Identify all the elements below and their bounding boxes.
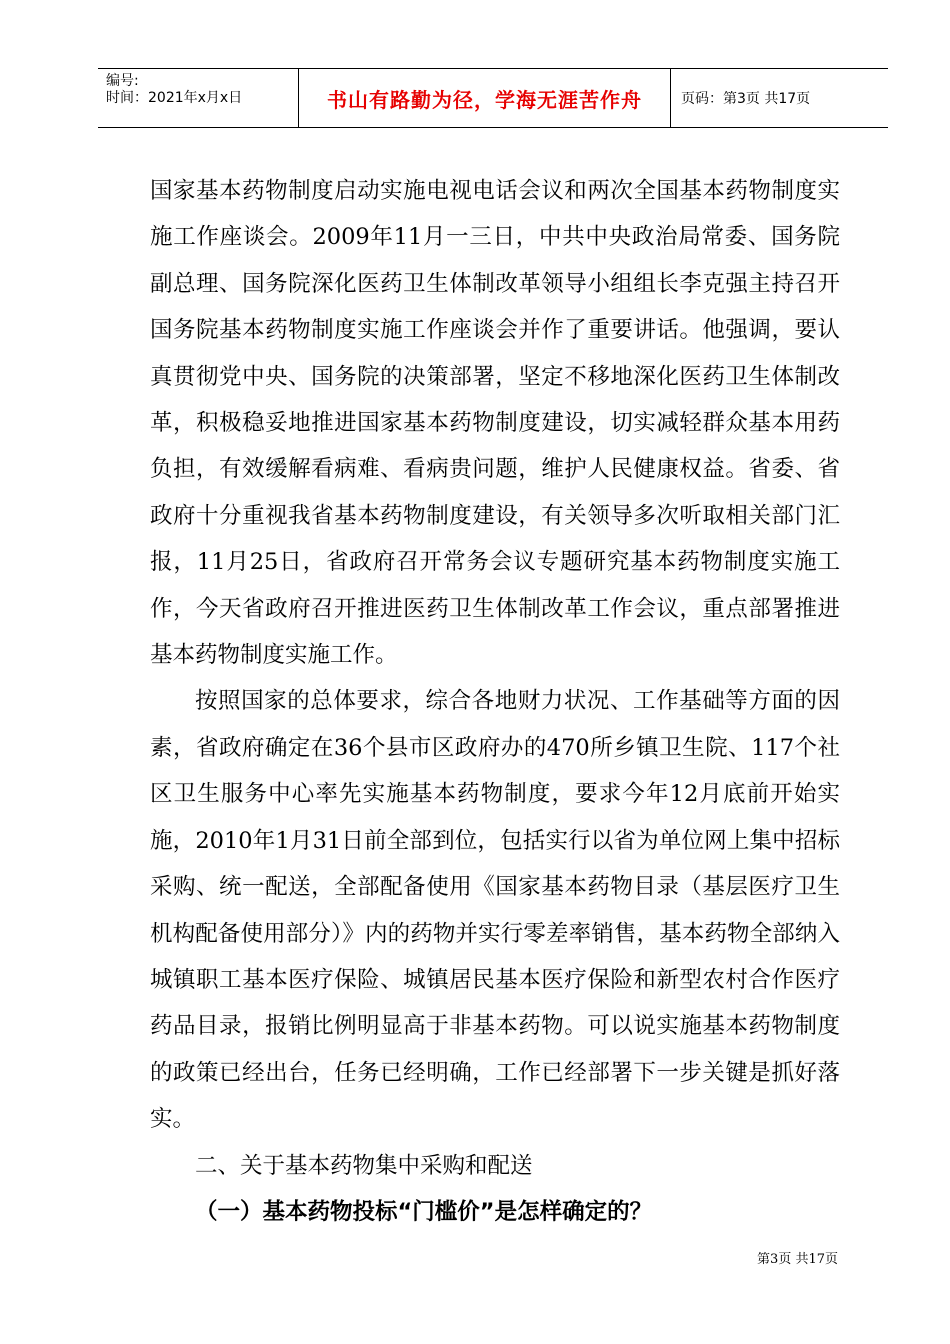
paragraph-1: 国家基本药物制度启动实施电视电话会议和两次全国基本药物制度实施工作座谈会。2009年11月一三日，中共中央政治局常委、国务院副总理、国务院深化医药卫生体制改革领导小组组长李克强主持召开国务院基本药物制度实施工作座谈会并作了重要讲话。他强调，要认真贯彻党中央、国务院的决策部署，坚定不移地深化医药卫生体制改革，积极稳妥地推进国家基本药物制度建设，切实减轻群众基本用药负担，有效缓解看病难、看病贵问题，维护人民健康权益。省委、省政府十分重视我省基本药物制度建设，有关领导多次听取相关部门汇报，11月25日，省政府召开常务会议专题研究基本药物制度实施工作，今天省政府召开推进医药卫生体制改革工作会议，重点部署推进基本药物制度实施工作。	[150, 178, 840, 669]
header-motto: 书山有路勤为径，学海无涯苦作舟	[299, 69, 671, 127]
subsection-heading: （一）基本药物投标“门槛价”是怎样确定的？	[195, 1198, 653, 1225]
document-body	[150, 168, 840, 1235]
time-label: 时间：2021年x月x日	[106, 90, 243, 106]
page-header	[98, 68, 888, 128]
header-page-label: 页码：第3页 共17页	[681, 91, 811, 107]
page-footer: 第3页 共17页	[757, 1252, 838, 1267]
section-heading: 二、关于基本药物集中采购和配送	[195, 1152, 533, 1179]
paragraph-2: 按照国家的总体要求，综合各地财力状况、工作基础等方面的因素，省政府确定在36个县市区政府办的470所乡镇卫生院、117个社区卫生服务中心率先实施基本药物制度，要求今年12月底前开始实施，2010年1月31日前全部到位，包括实行以省为单位网上集中招标采购、统一配送，全部配备使用《国家基本药物目录（基层医疗卫生机构配备使用部分）》内的药物并实行零差率销售，基本药物全部纳入城镇职工基本医疗保险、城镇居民基本医疗保险和新型农村合作医疗药品目录，报销比例明显高于非基本药物。可以说实施基本药物制度的政策已经出台，任务已经明确，工作已经部署下一步关键是抓好落实。	[150, 688, 840, 1133]
header-meta	[98, 69, 299, 127]
number-label: 编号:	[106, 73, 139, 89]
